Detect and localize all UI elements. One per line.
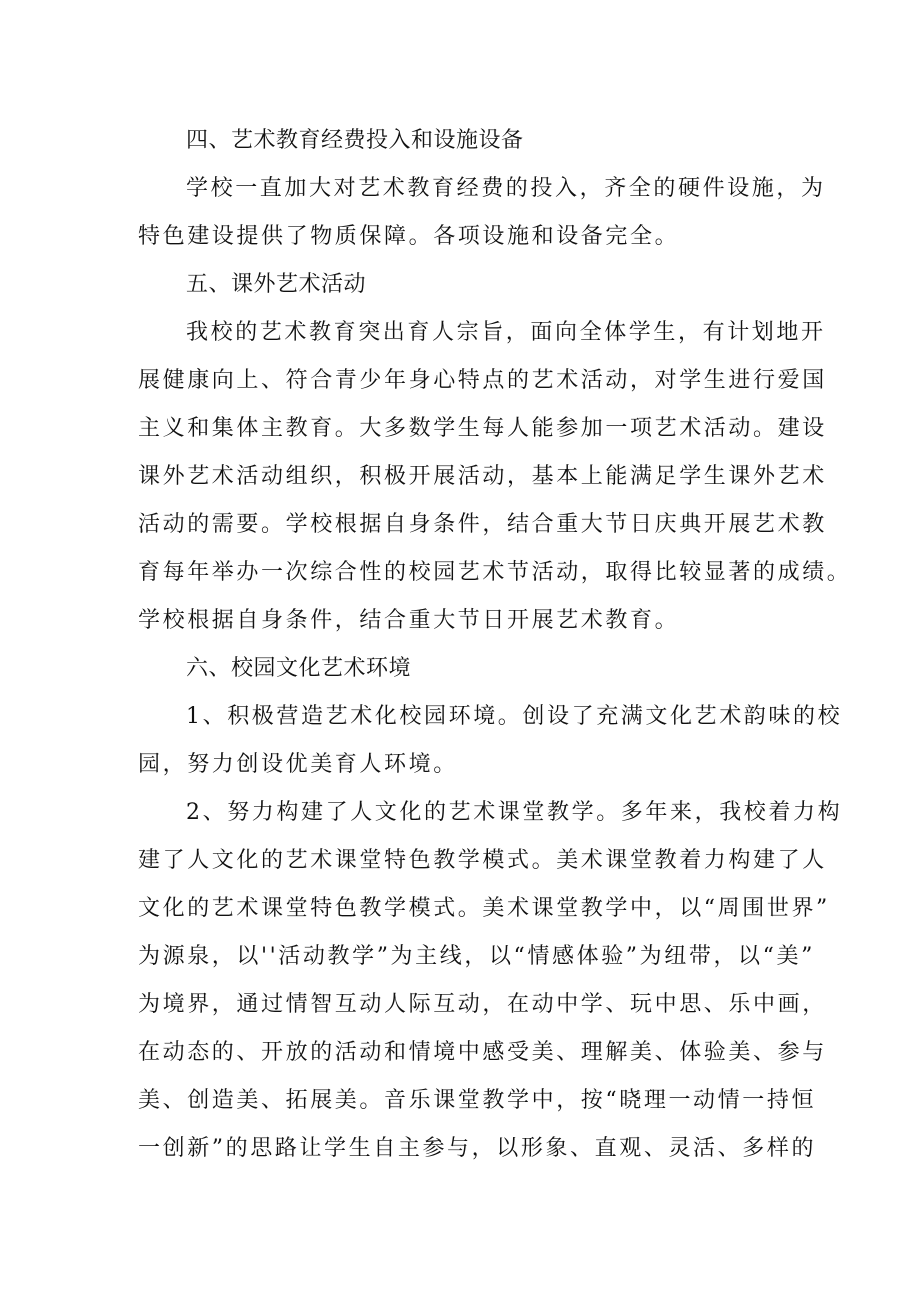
section-heading-6: 六、校园文化艺术环境: [186, 656, 412, 681]
paragraph-line: 主义和集体主教育。大多数学生每人能参加一项艺术活动。建设: [138, 416, 827, 441]
paragraph-line: 2、努力构建了人文化的艺术课堂教学。多年来，我校着力构: [186, 800, 843, 825]
paragraph-line: 文化的艺术课堂特色教学模式。美术课堂教学中，以“周围世界”: [138, 896, 830, 921]
paragraph-line: 活动的需要。学校根据自身条件，结合重大节日庆典开展艺术教: [138, 512, 827, 537]
paragraph-line: 我校的艺术教育突出育人宗旨，面向全体学生，有计划地开: [186, 320, 826, 345]
paragraph-line: 园，努力创设优美育人环境。: [138, 752, 458, 777]
paragraph-line: 1、积极营造艺术化校园环境。创设了充满文化艺术韵味的校: [186, 704, 843, 729]
paragraph-line: 展健康向上、符合青少年身心特点的艺术活动，对学生进行爱国: [138, 368, 827, 393]
paragraph-line: 学校根据自身条件，结合重大节日开展艺术教育。: [138, 608, 680, 633]
paragraph-line: 美、创造美、拓展美。音乐课堂教学中，按“晓理一动情一持恒: [138, 1088, 817, 1113]
paragraph-line: 育每年举办一次综合性的校园艺术节活动，取得比较显著的成绩。: [138, 560, 852, 585]
paragraph-line: 建了人文化的艺术课堂特色教学模式。美术课堂教着力构建了人: [138, 848, 827, 873]
section-heading-5: 五、课外艺术活动: [186, 272, 367, 297]
section-heading-4: 四、艺术教育经费投入和设施设备: [186, 128, 524, 153]
paragraph-line: 在动态的、开放的活动和情境中感受美、理解美、体验美、参与: [138, 1040, 827, 1065]
paragraph-line: 为境界，通过情智互动人际互动，在动中学、玩中思、乐中画，: [138, 992, 827, 1017]
paragraph-line: 学校一直加大对艺术教育经费的投入，齐全的硬件设施，为: [186, 176, 826, 201]
paragraph-line: 课外艺术活动组织，积极开展活动，基本上能满足学生课外艺术: [138, 464, 827, 489]
paragraph-line: 为源泉，以''活动教学”为主线，以“情感体验”为纽带，以“美”: [138, 944, 815, 969]
paragraph-line: 一创新”的思路让学生自主参与，以形象、直观、灵活、多样的: [138, 1136, 817, 1161]
paragraph-line: 特色建设提供了物质保障。各项设施和设备完全。: [138, 224, 680, 249]
